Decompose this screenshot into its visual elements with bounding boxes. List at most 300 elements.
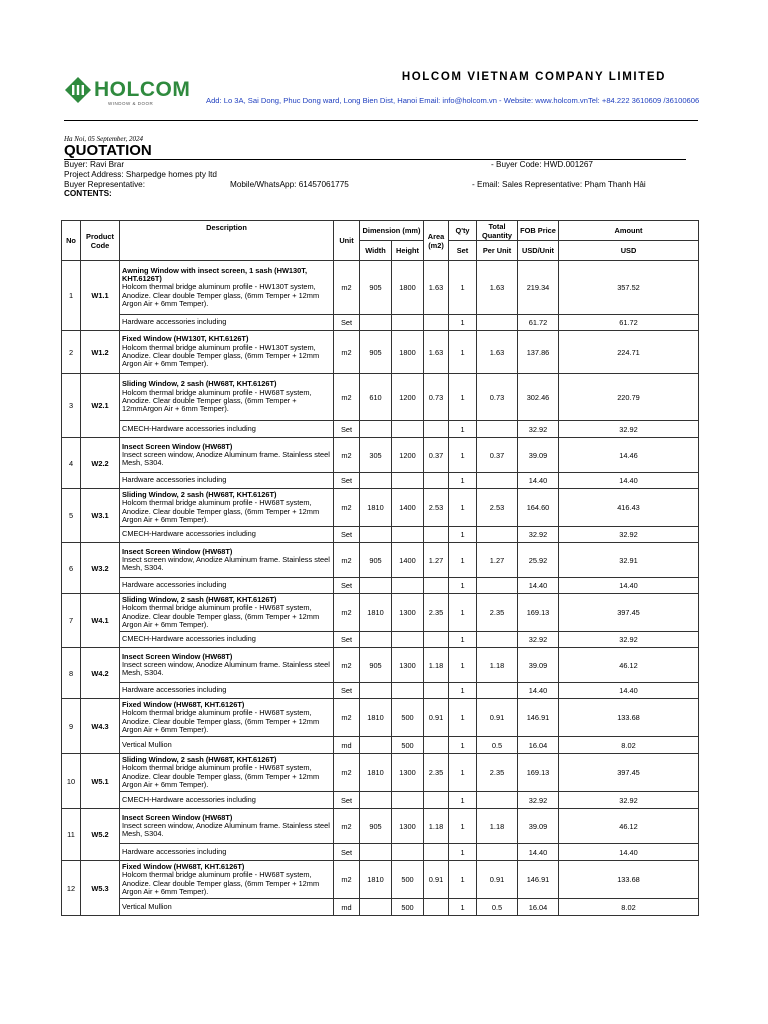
accessory-area (424, 421, 449, 438)
item-area: 1.63 (424, 331, 449, 374)
item-area: 2.35 (424, 594, 449, 632)
product-code: W5.2 (81, 809, 120, 861)
item-title: Fixed Window (HW130T, KHT.6126T) (122, 334, 249, 344)
item-area: 1.18 (424, 809, 449, 844)
item-width: 905 (360, 543, 392, 578)
holcom-logo (64, 74, 191, 108)
company-address-line[interactable]: Add: Lo 3A, Sai Dong, Phuc Dong ward, Long Bien Dist, Hanoi Email: info@holcom.vn - Website: www.holcom.vnTel: +84.222 3610609 /36100606 (206, 96, 700, 105)
header-no: No (62, 221, 81, 261)
row-number: 11 (62, 809, 81, 861)
header-width: Width (360, 241, 392, 261)
row-number: 8 (62, 648, 81, 699)
header-product-code: Product Code (81, 221, 120, 261)
accessory-total-quantity (477, 683, 518, 699)
item-height: 1400 (392, 543, 424, 578)
item-amount: 133.68 (559, 699, 699, 737)
item-text: Holcom thermal bridge aluminum profile - HW68T system, Anodize. Clear double Temper glass, (6mm Temper + 12mm Argon Air + 6mm Temper). (122, 708, 320, 734)
accessory-description: CMECH-Hardware accessories including (120, 527, 334, 543)
item-title: Insect Screen Window (HW68T) (122, 441, 233, 451)
header-divider (64, 120, 698, 121)
accessory-height (392, 632, 424, 648)
item-text: Holcom thermal bridge aluminum profile - HW68T system, Anodize. Clear double Temper glass, (6mm Temper + 12mm Argon Air + 6mm Temper). (122, 498, 320, 524)
company-name: HOLCOM VIETNAM COMPANY LIMITED (401, 71, 666, 83)
page-title: QUOTATION (64, 142, 152, 159)
table-row (62, 374, 699, 421)
accessory-description: CMECH-Hardware accessories including (120, 421, 334, 438)
item-total-quantity: 1.18 (477, 809, 518, 844)
accessory-width (360, 683, 392, 699)
item-width: 1810 (360, 861, 392, 899)
quote-date: Ha Noi, 05 September, 2024 (64, 135, 143, 143)
item-text: Holcom thermal bridge aluminum profile - HW68T system, Anodize. Clear double Temper glass, (6mm Temper + 12mm Argon Air + 6mm Temper). (122, 603, 320, 629)
item-fob-price: 169.13 (518, 594, 559, 632)
accessory-qty: 1 (449, 578, 477, 594)
accessory-total-quantity (477, 578, 518, 594)
buyer-code: - Buyer Code: HWD.001267 (491, 160, 593, 169)
item-unit: m2 (334, 754, 360, 792)
accessory-total-quantity (477, 421, 518, 438)
item-amount: 46.12 (559, 809, 699, 844)
item-qty: 1 (449, 331, 477, 374)
item-unit: m2 (334, 543, 360, 578)
accessory-description: CMECH-Hardware accessories including (120, 632, 334, 648)
accessory-fob-price: 16.04 (518, 737, 559, 754)
item-fob-price: 25.92 (518, 543, 559, 578)
item-fob-price: 302.46 (518, 374, 559, 421)
accessory-width (360, 527, 392, 543)
item-unit: m2 (334, 594, 360, 632)
accessory-width (360, 578, 392, 594)
item-fob-price: 39.09 (518, 438, 559, 473)
item-title: Fixed Window (HW68T, KHT.6126T) (122, 699, 245, 709)
item-height: 1300 (392, 594, 424, 632)
accessory-description: Hardware accessories including (120, 844, 334, 861)
item-width: 905 (360, 331, 392, 374)
buyer-name: Buyer: Ravi Brar (64, 160, 125, 169)
item-total-quantity: 1.63 (477, 261, 518, 315)
item-unit: m2 (334, 261, 360, 315)
accessory-height (392, 527, 424, 543)
header-total-quantity: Total Quantity (477, 221, 518, 241)
accessory-height (392, 421, 424, 438)
item-total-quantity: 0.37 (477, 438, 518, 473)
quotation-table (61, 220, 699, 916)
item-unit: m2 (334, 648, 360, 683)
table-row-accessory (62, 737, 699, 754)
accessory-unit: Set (334, 683, 360, 699)
item-title: Sliding Window, 2 sash (HW68T, KHT.6126T) (122, 379, 277, 389)
item-total-quantity: 1.18 (477, 648, 518, 683)
table-row (62, 489, 699, 527)
accessory-amount: 8.02 (559, 899, 699, 916)
item-description (120, 648, 334, 683)
accessory-unit: md (334, 899, 360, 916)
table-row-accessory (62, 421, 699, 438)
header-usd: USD (559, 241, 699, 261)
accessory-height (392, 473, 424, 489)
accessory-area (424, 683, 449, 699)
accessory-unit: Set (334, 578, 360, 594)
item-description (120, 331, 334, 374)
table-row-accessory (62, 527, 699, 543)
accessory-width (360, 473, 392, 489)
item-width: 1810 (360, 754, 392, 792)
item-fob-price: 39.09 (518, 648, 559, 683)
email-sales-rep: - Email: Sales Representative: Phạm Thanh Hải (472, 180, 646, 189)
accessory-amount: 32.92 (559, 421, 699, 438)
accessory-unit: Set (334, 792, 360, 809)
accessory-width (360, 315, 392, 331)
accessory-description: Hardware accessories including (120, 473, 334, 489)
item-amount: 397.45 (559, 594, 699, 632)
item-total-quantity: 1.63 (477, 331, 518, 374)
table-row (62, 809, 699, 844)
accessory-width (360, 737, 392, 754)
accessory-unit: Set (334, 527, 360, 543)
accessory-amount: 8.02 (559, 737, 699, 754)
accessory-unit: Set (334, 632, 360, 648)
accessory-description: Hardware accessories including (120, 683, 334, 699)
item-unit: m2 (334, 374, 360, 421)
item-title: Sliding Window, 2 sash (HW68T, KHT.6126T) (122, 754, 277, 764)
table-row-accessory (62, 632, 699, 648)
item-qty: 1 (449, 261, 477, 315)
accessory-area (424, 632, 449, 648)
item-qty: 1 (449, 809, 477, 844)
item-description (120, 374, 334, 421)
accessory-height (392, 844, 424, 861)
item-qty: 1 (449, 648, 477, 683)
row-number: 10 (62, 754, 81, 809)
item-total-quantity: 0.91 (477, 861, 518, 899)
accessory-qty: 1 (449, 737, 477, 754)
item-description (120, 809, 334, 844)
item-width: 305 (360, 438, 392, 473)
accessory-total-quantity: 0.5 (477, 737, 518, 754)
item-description (120, 861, 334, 899)
accessory-amount: 14.40 (559, 844, 699, 861)
accessory-total-quantity (477, 632, 518, 648)
product-code: W1.1 (81, 261, 120, 331)
accessory-amount: 32.92 (559, 792, 699, 809)
item-fob-price: 164.60 (518, 489, 559, 527)
accessory-total-quantity (477, 473, 518, 489)
table-row-accessory (62, 315, 699, 331)
item-unit: m2 (334, 699, 360, 737)
accessory-area (424, 473, 449, 489)
item-fob-price: 146.91 (518, 861, 559, 899)
item-total-quantity: 0.91 (477, 699, 518, 737)
accessory-unit: Set (334, 421, 360, 438)
item-text: Insect screen window, Anodize Aluminum frame. Stainless steel Mesh, S304. (122, 554, 330, 573)
accessory-area (424, 844, 449, 861)
item-fob-price: 146.91 (518, 699, 559, 737)
item-description (120, 699, 334, 737)
accessory-unit: Set (334, 844, 360, 861)
item-title: Insect Screen Window (HW68T) (122, 812, 233, 822)
accessory-area (424, 792, 449, 809)
header-dimension: Dimension (mm) (360, 221, 424, 241)
accessory-qty: 1 (449, 421, 477, 438)
item-qty: 1 (449, 374, 477, 421)
accessory-qty: 1 (449, 899, 477, 916)
item-description (120, 438, 334, 473)
item-area: 0.73 (424, 374, 449, 421)
contents-label: CONTENTS: (64, 189, 112, 198)
row-number: 5 (62, 489, 81, 543)
item-title: Fixed Window (HW68T, KHT.6126T) (122, 861, 245, 871)
accessory-total-quantity (477, 527, 518, 543)
item-text: Insect screen window, Anodize Aluminum frame. Stainless steel Mesh, S304. (122, 659, 330, 678)
accessory-fob-price: 14.40 (518, 578, 559, 594)
item-height: 500 (392, 699, 424, 737)
item-amount: 14.46 (559, 438, 699, 473)
item-area: 0.37 (424, 438, 449, 473)
mobile-whatsapp: Mobile/WhatsApp: 61457061775 (230, 180, 349, 189)
table-row (62, 861, 699, 899)
product-code: W4.1 (81, 594, 120, 648)
item-text: Holcom thermal bridge aluminum profile - HW130T system, Anodize. Clear double Temper glass, (6mm Temper + 12mm Argon Air + 6mm Temper). (122, 282, 320, 308)
item-total-quantity: 1.27 (477, 543, 518, 578)
header-fob-price: FOB Price (518, 221, 559, 241)
item-amount: 224.71 (559, 331, 699, 374)
accessory-fob-price: 14.40 (518, 683, 559, 699)
accessory-amount: 32.92 (559, 527, 699, 543)
item-total-quantity: 2.53 (477, 489, 518, 527)
accessory-description: Hardware accessories including (120, 315, 334, 331)
accessory-area (424, 527, 449, 543)
table-row-accessory (62, 899, 699, 916)
table-row (62, 594, 699, 632)
item-area: 1.27 (424, 543, 449, 578)
item-fob-price: 219.34 (518, 261, 559, 315)
item-height: 500 (392, 861, 424, 899)
item-qty: 1 (449, 489, 477, 527)
item-title: Awning Window with insect screen, 1 sash (HW130T, KHT.6126T) (122, 265, 308, 284)
product-code: W3.2 (81, 543, 120, 594)
table-row (62, 331, 699, 374)
logo-wordmark: HOLCOM (94, 78, 191, 101)
item-text: Insect screen window, Anodize Aluminum frame. Stainless steel Mesh, S304. (122, 449, 330, 468)
accessory-total-quantity (477, 844, 518, 861)
item-fob-price: 169.13 (518, 754, 559, 792)
item-area: 0.91 (424, 861, 449, 899)
table-row (62, 261, 699, 315)
item-amount: 32.91 (559, 543, 699, 578)
accessory-width (360, 632, 392, 648)
item-description (120, 261, 334, 315)
accessory-amount: 14.40 (559, 683, 699, 699)
item-area: 1.63 (424, 261, 449, 315)
accessory-qty: 1 (449, 683, 477, 699)
header-description: Description (120, 221, 334, 261)
accessory-fob-price: 32.92 (518, 527, 559, 543)
accessory-height (392, 683, 424, 699)
accessory-area (424, 315, 449, 331)
accessory-area (424, 737, 449, 754)
item-amount: 397.45 (559, 754, 699, 792)
table-row-accessory (62, 683, 699, 699)
header-per-unit: Per Unit (477, 241, 518, 261)
header-amount: Amount (559, 221, 699, 241)
table-row-accessory (62, 844, 699, 861)
item-unit: m2 (334, 861, 360, 899)
row-number: 3 (62, 374, 81, 438)
product-code: W5.1 (81, 754, 120, 809)
product-code: W2.2 (81, 438, 120, 489)
buyer-representative: Buyer Representative: (64, 180, 146, 189)
item-fob-price: 137.86 (518, 331, 559, 374)
accessory-width (360, 844, 392, 861)
table-row-accessory (62, 792, 699, 809)
item-title: Insect Screen Window (HW68T) (122, 546, 233, 556)
accessory-fob-price: 61.72 (518, 315, 559, 331)
accessory-fob-price: 16.04 (518, 899, 559, 916)
accessory-amount: 32.92 (559, 632, 699, 648)
item-unit: m2 (334, 809, 360, 844)
header-qty: Q'ty (449, 221, 477, 241)
table-row-accessory (62, 578, 699, 594)
accessory-fob-price: 32.92 (518, 632, 559, 648)
header-set: Set (449, 241, 477, 261)
item-text: Holcom thermal bridge aluminum profile - HW68T system, Anodize. Clear double Temper glass, (6mm Temper + 12mm Argon Air + 6mm Temper). (122, 870, 320, 896)
item-title: Sliding Window, 2 sash (HW68T, KHT.6126T) (122, 489, 277, 499)
product-code: W4.3 (81, 699, 120, 754)
item-qty: 1 (449, 438, 477, 473)
row-number: 12 (62, 861, 81, 916)
item-height: 1400 (392, 489, 424, 527)
item-width: 1810 (360, 489, 392, 527)
logo-subtitle: WINDOW & DOOR (108, 101, 154, 106)
accessory-description: Vertical Mullion (120, 899, 334, 916)
accessory-qty: 1 (449, 632, 477, 648)
row-number: 7 (62, 594, 81, 648)
accessory-qty: 1 (449, 527, 477, 543)
item-width: 905 (360, 261, 392, 315)
header-height: Height (392, 241, 424, 261)
product-code: W3.1 (81, 489, 120, 543)
item-fob-price: 39.09 (518, 809, 559, 844)
item-unit: m2 (334, 438, 360, 473)
item-total-quantity: 2.35 (477, 594, 518, 632)
accessory-height (392, 578, 424, 594)
accessory-description: CMECH-Hardware accessories including (120, 792, 334, 809)
accessory-fob-price: 32.92 (518, 792, 559, 809)
item-width: 1810 (360, 699, 392, 737)
accessory-description: Vertical Mullion (120, 737, 334, 754)
row-number: 9 (62, 699, 81, 754)
item-description (120, 489, 334, 527)
table-row (62, 754, 699, 792)
accessory-qty: 1 (449, 844, 477, 861)
item-height: 1200 (392, 438, 424, 473)
project-address: Project Address: Sharpedge homes pty ltd (64, 170, 217, 179)
item-amount: 357.52 (559, 261, 699, 315)
accessory-height (392, 315, 424, 331)
accessory-width (360, 421, 392, 438)
item-height: 1300 (392, 754, 424, 792)
item-height: 1200 (392, 374, 424, 421)
table-row (62, 648, 699, 683)
accessory-total-quantity: 0.5 (477, 899, 518, 916)
item-area: 2.35 (424, 754, 449, 792)
item-area: 2.53 (424, 489, 449, 527)
item-unit: m2 (334, 489, 360, 527)
accessory-unit: md (334, 737, 360, 754)
item-height: 1800 (392, 261, 424, 315)
accessory-description: Hardware accessories including (120, 578, 334, 594)
item-qty: 1 (449, 543, 477, 578)
item-text: Holcom thermal bridge aluminum profile - HW68T system, Anodize. Clear double Temper glass, (6mm Temper + 12mmArgon Air + 6mm Temper). (122, 387, 312, 414)
product-code: W5.3 (81, 861, 120, 916)
item-title: Sliding Window, 2 sash (HW68T, KHT.6126T) (122, 594, 277, 604)
item-text: Holcom thermal bridge aluminum profile - HW130T system, Anodize. Clear double Temper glass, (6mm Temper + 12mm Argon Air + 6mm Temper). (122, 342, 320, 369)
accessory-amount: 14.40 (559, 473, 699, 489)
header-unit: Unit (334, 221, 360, 261)
table-row (62, 699, 699, 737)
header-usd-unit: USD/Unit (518, 241, 559, 261)
accessory-total-quantity (477, 792, 518, 809)
accessory-height: 500 (392, 899, 424, 916)
item-amount: 46.12 (559, 648, 699, 683)
accessory-total-quantity (477, 315, 518, 331)
holcom-logo-icon (64, 76, 92, 104)
item-qty: 1 (449, 594, 477, 632)
accessory-fob-price: 14.40 (518, 473, 559, 489)
accessory-qty: 1 (449, 473, 477, 489)
accessory-fob-price: 14.40 (518, 844, 559, 861)
item-description (120, 594, 334, 632)
accessory-width (360, 792, 392, 809)
product-code: W2.1 (81, 374, 120, 438)
accessory-unit: Set (334, 473, 360, 489)
accessory-qty: 1 (449, 315, 477, 331)
row-number: 6 (62, 543, 81, 594)
item-width: 905 (360, 648, 392, 683)
item-area: 1.18 (424, 648, 449, 683)
accessory-amount: 14.40 (559, 578, 699, 594)
item-height: 1800 (392, 331, 424, 374)
item-qty: 1 (449, 754, 477, 792)
accessory-area (424, 899, 449, 916)
item-height: 1300 (392, 809, 424, 844)
accessory-height: 500 (392, 737, 424, 754)
accessory-amount: 61.72 (559, 315, 699, 331)
item-description (120, 543, 334, 578)
item-total-quantity: 2.35 (477, 754, 518, 792)
item-qty: 1 (449, 861, 477, 899)
accessory-qty: 1 (449, 792, 477, 809)
accessory-fob-price: 32.92 (518, 421, 559, 438)
item-width: 905 (360, 809, 392, 844)
item-text: Holcom thermal bridge aluminum profile - HW68T system, Anodize. Clear double Temper glass, (6mm Temper + 12mm Argon Air + 6mm Temper). (122, 763, 320, 789)
header-area: Area (m2) (424, 221, 449, 261)
product-code: W4.2 (81, 648, 120, 699)
table-row (62, 543, 699, 578)
item-area: 0.91 (424, 699, 449, 737)
table-row-accessory (62, 473, 699, 489)
item-title: Insect Screen Window (HW68T) (122, 651, 233, 661)
table-row (62, 438, 699, 473)
item-height: 1300 (392, 648, 424, 683)
item-width: 1810 (360, 594, 392, 632)
row-number: 1 (62, 261, 81, 331)
item-qty: 1 (449, 699, 477, 737)
item-total-quantity: 0.73 (477, 374, 518, 421)
item-amount: 133.68 (559, 861, 699, 899)
accessory-area (424, 578, 449, 594)
accessory-height (392, 792, 424, 809)
